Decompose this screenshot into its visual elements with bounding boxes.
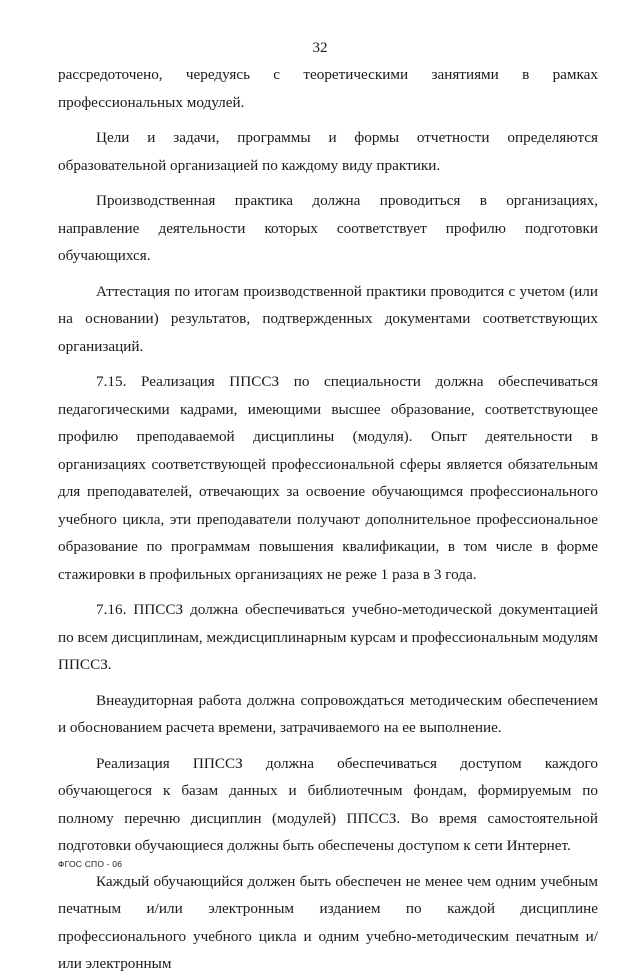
- footer-document-code: ФГОС СПО - 06: [58, 859, 123, 869]
- paragraph-database-access: Реализация ППССЗ должна обеспечиваться доступом каждого обучающегося к базам данных и библиотечным фондам, формируемым по полному перечню дисциплин (модулей) ППССЗ. Во время самостоятельной подготовки обучающиеся должны быть обеспечены доступом к сети Интернет.: [58, 754, 598, 854]
- paragraph-7-15: 7.15. Реализация ППССЗ по специальности должна обеспечиваться педагогическими кадрами, имеющими высшее образование, соответствующее профилю преподаваемой дисциплины (модуля). Опыт деятельности в организациях соответствующей профессиональной сферы является обязательным для преподавателей, отвечающих за освоение обучающимся профессионального учебного цикла, эти преподаватели получают дополнительное профессиональное образование по программам повышения квалификации, в том числе в форме стажировки в профильных организациях не реже 1 раза в 3 года.: [58, 373, 598, 583]
- document-body: [58, 61, 598, 978]
- paragraph-textbooks: Каждый обучающийся должен быть обеспечен не менее чем одним учебным печатным и/или электронным изданием по каждой дисциплине профессионального учебного цикла и одним учебно-методическим печатным и/или электронным: [58, 872, 598, 972]
- paragraph-attestation: Аттестация по итогам производственной практики проводится с учетом (или на основании) результатов, подтвержденных документами соответствующих организаций.: [58, 282, 598, 355]
- paragraph-continuation: рассредоточено, чередуясь с теоретическими занятиями в рамках профессиональных модулей.: [58, 66, 598, 111]
- page-number: 32: [312, 40, 328, 56]
- paragraph-7-16: 7.16. ППССЗ должна обеспечиваться учебно-методической документацией по всем дисциплинам, междисциплинарным курсам и профессиональным модулям ППССЗ.: [58, 601, 598, 673]
- paragraph-extracurricular: Внеаудиторная работа должна сопровождаться методическим обеспечением и обоснованием расчета времени, затрачиваемого на ее выполнение.: [58, 691, 598, 736]
- paragraph-goals: Цели и задачи, программы и формы отчетности определяются образовательной организацией по каждому виду практики.: [58, 129, 598, 174]
- paragraph-production-practice: Производственная практика должна проводиться в организациях, направление деятельности которых соответствует профилю подготовки обучающихся.: [58, 192, 598, 264]
